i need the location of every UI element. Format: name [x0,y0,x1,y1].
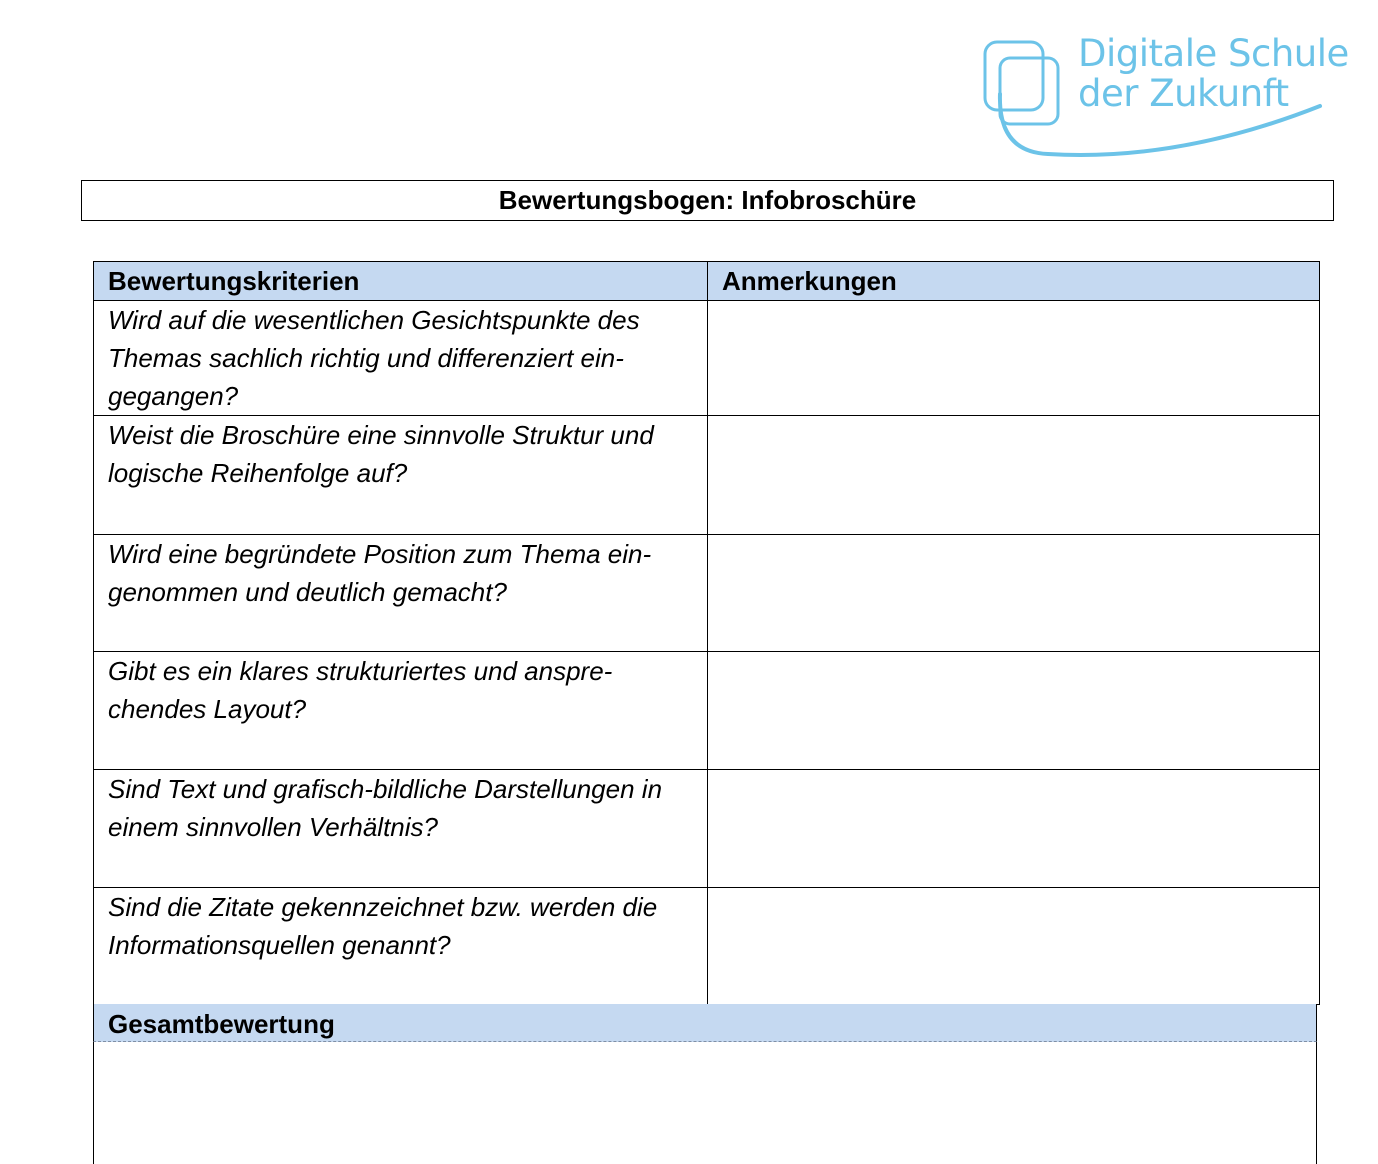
note-cell[interactable] [708,888,1320,1005]
criterion-cell: Sind die Zitate gekennzeichnet bzw. werden die Informationsquellen genannt? [94,888,708,1005]
criterion-cell: Gibt es ein klares strukturiertes und anspre-chendes Layout? [94,652,708,770]
table-row [94,770,1320,888]
total-rating-heading: Gesamtbewertung [93,1004,1317,1042]
note-cell[interactable] [708,535,1320,652]
header-criteria: Bewertungskriterien [94,262,708,301]
criterion-cell: Sind Text und grafisch-bildliche Darstellungen in einem sinnvollen Verhältnis? [94,770,708,888]
table-row [94,301,1320,416]
criterion-cell: Wird eine begründete Position zum Thema ein-genommen und deutlich gemacht? [94,535,708,652]
note-cell[interactable] [708,652,1320,770]
table-row [94,652,1320,770]
criterion-cell: Weist die Broschüre eine sinnvolle Struktur und logische Reihenfolge auf? [94,416,708,535]
note-cell[interactable] [708,770,1320,888]
table-header-row [94,262,1320,301]
total-rating-field[interactable] [93,1042,1317,1164]
note-cell[interactable] [708,301,1320,416]
table-row [94,888,1320,1005]
document-title: Bewertungsbogen: Infobroschüre [81,180,1334,221]
evaluation-table [93,261,1320,1005]
school-logo [978,32,1349,164]
logo-line-2: der Zukunft [1078,72,1289,115]
logo-line-1: Digitale Schule [1078,32,1349,75]
logo-text [1078,34,1349,114]
criterion-cell: Wird auf die wesentlichen Gesichtspunkte des Themas sachlich richtig und differenziert ein-gegangen? [94,301,708,416]
table-row [94,535,1320,652]
table-row [94,416,1320,535]
note-cell[interactable] [708,416,1320,535]
header-notes: Anmerkungen [708,262,1320,301]
